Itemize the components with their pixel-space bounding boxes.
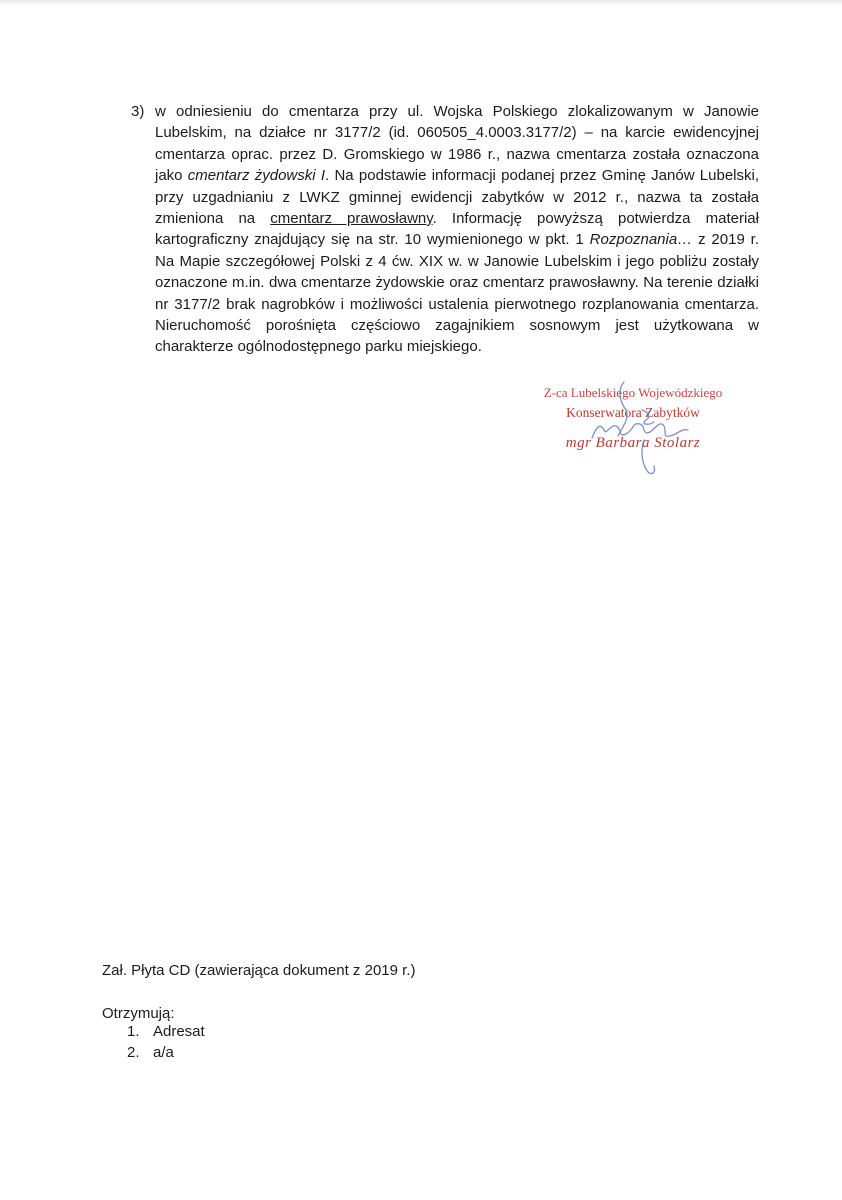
official-stamp <box>528 383 738 455</box>
item-text-underlined: cmentarz prawosławny <box>270 210 433 228</box>
recipient-label: Adresat <box>153 1023 205 1040</box>
recipient-number: 1. <box>127 1023 140 1040</box>
item-text-part2: . Na podstawie informacji podanej przez Gminę Janów Lubelski, przy uzgadnianiu z LWKZ gminnej ewidencji zabytków w 2012 r., nazwa ta została zmieniona na <box>155 167 759 228</box>
stamp-name-line: mgr Barbara Stolarz <box>565 435 701 451</box>
recipient-number: 2. <box>127 1043 140 1061</box>
recipient-item <box>127 1022 205 1043</box>
list-item-3 <box>131 101 759 358</box>
recipient-label: a/a <box>153 1043 174 1061</box>
item-text-italic2: Rozpoznania… <box>589 231 693 249</box>
item-text-part3: . Informację powyższą potwierdza materiał kartograficzny znajdujący się na str. 10 wymienionego w pkt. 1 <box>155 210 759 249</box>
recipient-item <box>127 1043 205 1064</box>
attachment-note: Zał. Płyta CD (zawierająca dokument z 2019 r.) <box>102 962 416 979</box>
scan-edge <box>0 0 842 6</box>
item-text-part1: w odniesieniu do cmentarza przy ul. Wojska Polskiego zlokalizowanym w Janowie Lubelskim, na działce nr 3177/2 (id. 060505_4.0003.3177/2) – na karcie ewidencyjnej cmentarza oprac. przez D. Gromskiego w 1986 r., nazwa cmentarza została oznaczona jako <box>155 103 759 185</box>
stamp-office-line: Konserwatora Zabytków <box>566 405 700 420</box>
item-text-part4: z 2019 r. Na Mapie szczegółowej Polski z 4 ćw. XIX w. w Janowie Lubelskim i jego pobliżu zostały oznaczone m.in. dwa cmentarze żydowskie oraz cmentarz prawosławny. Na terenie działki nr 3177/2 brak nagrobków i możliwości ustalenia pierwotnego rozplanowania cmentarza. Nieruchomość porośnięta częściowo zagajnikiem sosnowym jest użytkowana w charakterze ogólnodostępnego parku miejskiego. <box>155 231 759 356</box>
item-text-italic1: cmentarz żydowski I <box>187 167 326 185</box>
list-item-number: 3) <box>131 103 145 120</box>
stamp-title-line: Z-ca Lubelskiego Wojewódzkiego <box>543 385 723 400</box>
recipients-heading: Otrzymują: <box>102 1005 175 1022</box>
list-item-text <box>155 101 759 358</box>
recipients-list <box>127 1022 205 1063</box>
